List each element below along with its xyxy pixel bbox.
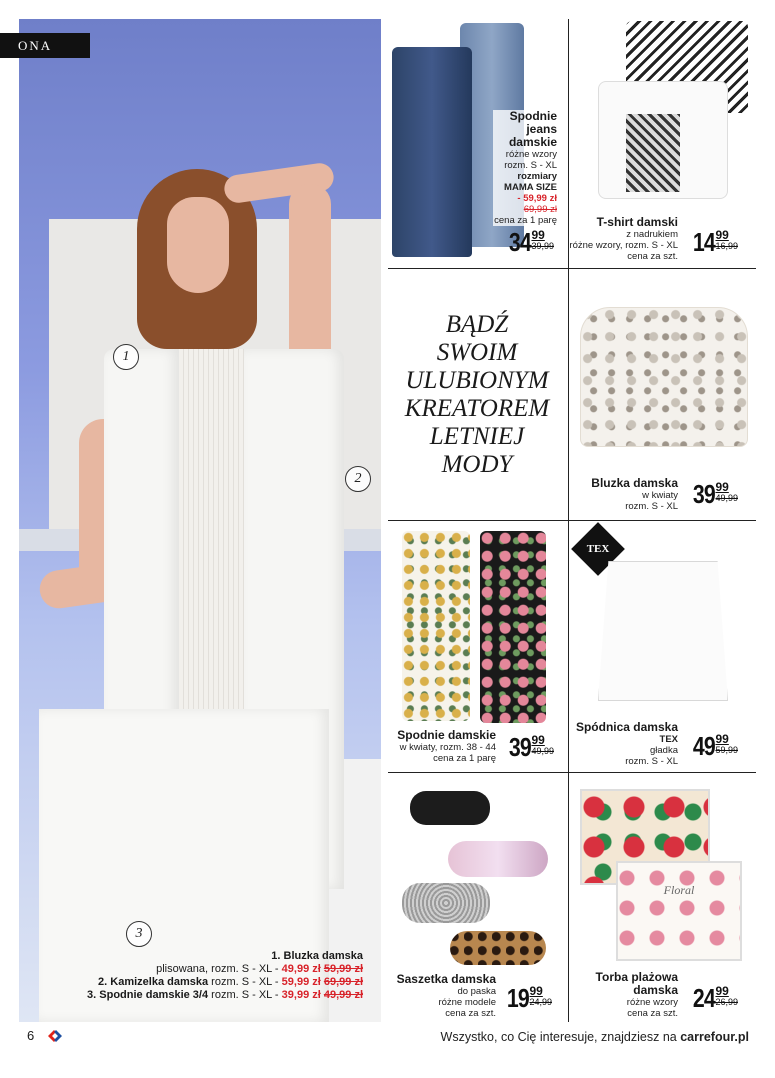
product-badge-1: 1: [113, 344, 139, 370]
jeans-desc-1: różne wzory: [505, 149, 557, 160]
tshirt-price: [688, 229, 738, 255]
jeans-details: [493, 110, 558, 226]
pouch-price-cents: 99: [529, 984, 543, 998]
jeans-name-2: jeans: [526, 122, 557, 136]
trousers-image-black: [480, 531, 546, 723]
pouch-image-black: [410, 791, 490, 825]
tshirt-name: T-shirt damski: [596, 215, 678, 229]
trousers-price-main: 39: [508, 732, 531, 762]
product-blouse[interactable]: [568, 269, 756, 520]
blouse-details: [508, 477, 678, 512]
caption-old-price-3: 49,99 zł: [323, 989, 363, 1001]
caption-desc-3: rozm. S - XL -: [208, 989, 282, 1001]
beach-bag-details: [508, 971, 678, 1019]
tshirt-desc-2: różne wzory, rozm. S - XL: [569, 240, 678, 251]
beach-bag-image-2: [616, 861, 742, 961]
pleated-blouse: [169, 349, 254, 709]
tshirt-price-old: 16,99: [715, 241, 738, 251]
skirt-price-old: 59,99: [715, 745, 738, 755]
jeans-unit: cena za 1 parę: [494, 215, 557, 226]
jeans-mama-price: - 59,99 zł: [517, 193, 557, 204]
trousers-desc-1: w kwiaty, rozm. 38 - 44: [399, 742, 496, 753]
slogan-line-6: MODY: [441, 451, 513, 478]
footer-site-link[interactable]: carrefour.pl: [680, 1030, 749, 1044]
blouse-desc-2: rozm. S - XL: [625, 501, 678, 512]
product-badge-2: 2: [345, 466, 371, 492]
jeans-mama-label-1: rozmiary: [517, 171, 557, 182]
slogan: [389, 311, 565, 479]
skirt-price: [688, 733, 738, 759]
trousers-details: [326, 729, 496, 764]
jeans-mama-label-2: MAMA SIZE: [504, 182, 557, 193]
beach-bag-name-1: Torba plażowa: [595, 970, 678, 984]
beach-bag-price-old: 26,99: [715, 997, 738, 1007]
caption-old-price-1: 59,99 zł: [323, 963, 363, 975]
blouse-price-main: 39: [692, 479, 715, 509]
skirt-image: [598, 561, 728, 701]
slogan-line-1: BĄDŹ: [445, 311, 509, 338]
pouch-price-main: 19: [506, 983, 529, 1013]
caption-price-2: 59,99 zł: [281, 976, 321, 988]
beach-bag-name-2: damska: [633, 983, 678, 997]
caption-desc-2: rozm. S - XL -: [208, 976, 282, 988]
blouse-price: [688, 481, 738, 507]
skirt-price-main: 49: [692, 731, 715, 761]
beach-bag-print-text: Floral: [663, 883, 695, 897]
pouch-desc-2: różne modele: [438, 997, 496, 1008]
tex-badge-label: TEX: [586, 543, 610, 555]
pouch-image-leopard: [450, 931, 546, 965]
footer-text: [441, 1030, 749, 1044]
caption-title-3: 3. Spodnie damskie 3/4: [87, 989, 209, 1001]
pouch-price-old: 24,99: [529, 997, 552, 1007]
beach-bag-price-cents: 99: [715, 984, 729, 998]
pouch-desc-3: cena za szt.: [445, 1008, 496, 1019]
caption-old-price-2: 69,99 zł: [323, 976, 363, 988]
caption-price-1: 49,99 zł: [281, 963, 321, 975]
tshirt-price-main: 14: [692, 227, 715, 257]
beach-bag-price: [688, 985, 738, 1011]
jeans-image-dark: [392, 47, 472, 257]
caption-price-3: 39,99 zł: [281, 989, 321, 1001]
slogan-line-3: ULUBIONYM: [405, 367, 549, 394]
jeans-price-main: 34: [508, 227, 531, 257]
beach-bag-desc-2: cena za szt.: [627, 1008, 678, 1019]
beach-bag-price-main: 24: [692, 983, 715, 1013]
blouse-price-cents: 99: [715, 480, 729, 494]
caption-title-2: 2. Kamizelka damska: [98, 976, 209, 988]
skirt-brand: TEX: [659, 734, 678, 745]
jeans-mama-old-price: 69,99 zł: [523, 204, 557, 215]
trousers-price-old: 49,99: [531, 746, 554, 756]
pouch-details: [323, 972, 496, 1019]
beach-bag-desc-1: różne wzory: [626, 997, 678, 1008]
tshirt-desc-3: cena za szt.: [627, 251, 678, 262]
skirt-desc-1: gładka: [650, 745, 678, 756]
tshirt-desc-1: z nadrukiem: [626, 229, 678, 240]
pouch-name: Saszetka damska: [396, 972, 496, 986]
pouch-image-silver: [402, 883, 490, 923]
jeans-desc-2: rozm. S - XL: [504, 160, 557, 171]
hero-photo: [19, 19, 381, 1022]
trousers-desc-2: cena za 1 parę: [433, 753, 496, 764]
section-tag: ONA: [0, 33, 90, 58]
product-badge-3: 3: [126, 921, 152, 947]
caption-title-1: 1. Bluzka damska: [271, 950, 363, 962]
pouch-desc-1: do paska: [457, 986, 496, 997]
model-face: [167, 197, 229, 293]
caption-desc-1: plisowana, rozm. S - XL -: [156, 963, 282, 975]
jeans-name-3: damskie: [508, 135, 557, 149]
pouch-image-pink: [448, 841, 548, 877]
product-skirt[interactable]: [568, 521, 756, 772]
product-tshirt[interactable]: [568, 19, 756, 268]
blouse-desc-1: w kwiaty: [642, 490, 678, 501]
product-beach-bag[interactable]: [568, 773, 756, 1022]
slogan-line-5: LETNIEJ: [429, 423, 525, 450]
skirt-details: [508, 721, 678, 767]
carrefour-logo-icon[interactable]: [46, 1029, 64, 1043]
jeans-price-old: 39,99: [531, 241, 554, 251]
skirt-name: Spódnica damska: [575, 720, 678, 734]
footer-text-prefix: Wszystko, co Cię interesuje, znajdziesz na: [440, 1030, 681, 1044]
blouse-price-old: 49,99: [715, 493, 738, 503]
skirt-price-cents: 99: [715, 732, 729, 746]
trousers-image-white: [402, 531, 470, 721]
trousers-price-cents: 99: [531, 733, 545, 747]
jeans-name-1: Spodnie: [509, 109, 557, 123]
jeans-price-cents: 99: [531, 228, 545, 242]
slogan-line-4: KREATOREM: [404, 395, 550, 422]
hero-caption: [87, 950, 363, 1002]
slogan-line-2: SWOIM: [436, 339, 518, 366]
trousers-name: Spodnie damskie: [397, 728, 496, 742]
skirt-desc-2: rozm. S - XL: [625, 756, 678, 767]
tshirt-price-cents: 99: [715, 228, 729, 242]
tshirt-details: [508, 216, 678, 262]
blouse-image: [580, 307, 748, 447]
blouse-name: Bluzka damska: [591, 476, 678, 490]
tshirt-print: [626, 114, 680, 192]
page-number: 6: [27, 1028, 35, 1043]
